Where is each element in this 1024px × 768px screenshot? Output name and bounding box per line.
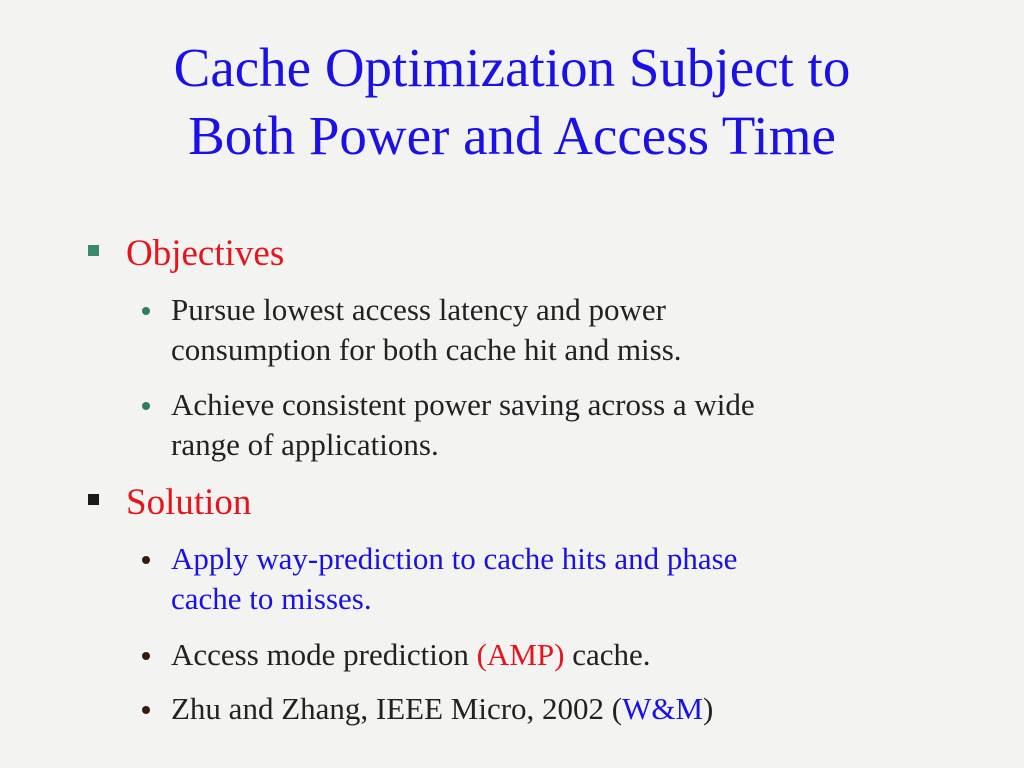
list-item-text (171, 290, 931, 370)
section-heading: Objectives (126, 233, 285, 274)
round-bullet-icon (142, 706, 150, 714)
list-item-text-part: ) (703, 691, 714, 726)
list-item-text (171, 635, 931, 675)
list-item-line: range of applications. (171, 427, 439, 462)
list-item (140, 385, 940, 465)
round-bullet-icon (142, 556, 150, 564)
list-item (140, 290, 940, 370)
list-item (140, 539, 940, 619)
list-item-line: Pursue lowest access latency and power (171, 292, 666, 327)
list-item-line: consumption for both cache hit and miss. (171, 332, 682, 367)
list-item-text-part: cache. (564, 637, 651, 672)
list-item (140, 635, 940, 675)
list-item-line (171, 635, 931, 675)
list-item (140, 689, 940, 729)
section-heading: Solution (126, 482, 252, 523)
round-bullet-icon (142, 652, 150, 660)
list-item-text (171, 385, 931, 465)
round-bullet-icon (142, 402, 150, 410)
list-item-line: cache to misses. (171, 581, 372, 616)
wm-link[interactable]: W&M (622, 691, 704, 726)
amp-highlight: (AMP) (476, 637, 565, 672)
slide-title (0, 34, 1024, 170)
list-item-text-part: Zhu and Zhang, IEEE Micro, 2002 ( (171, 691, 623, 726)
round-bullet-icon (142, 307, 150, 315)
list-item-text-part: Access mode prediction (171, 637, 477, 672)
square-bullet-icon (88, 245, 99, 256)
list-item-line: Apply way-prediction to cache hits and phase (171, 541, 738, 576)
square-bullet-icon (88, 494, 99, 505)
list-item-line: Achieve consistent power saving across a wide (171, 387, 755, 422)
slide-title-line-1: Cache Optimization Subject to (173, 37, 851, 98)
list-item-text (171, 689, 931, 729)
list-item-line (171, 689, 931, 729)
list-item-text (171, 539, 931, 619)
slide-title-line-2: Both Power and Access Time (188, 105, 836, 166)
